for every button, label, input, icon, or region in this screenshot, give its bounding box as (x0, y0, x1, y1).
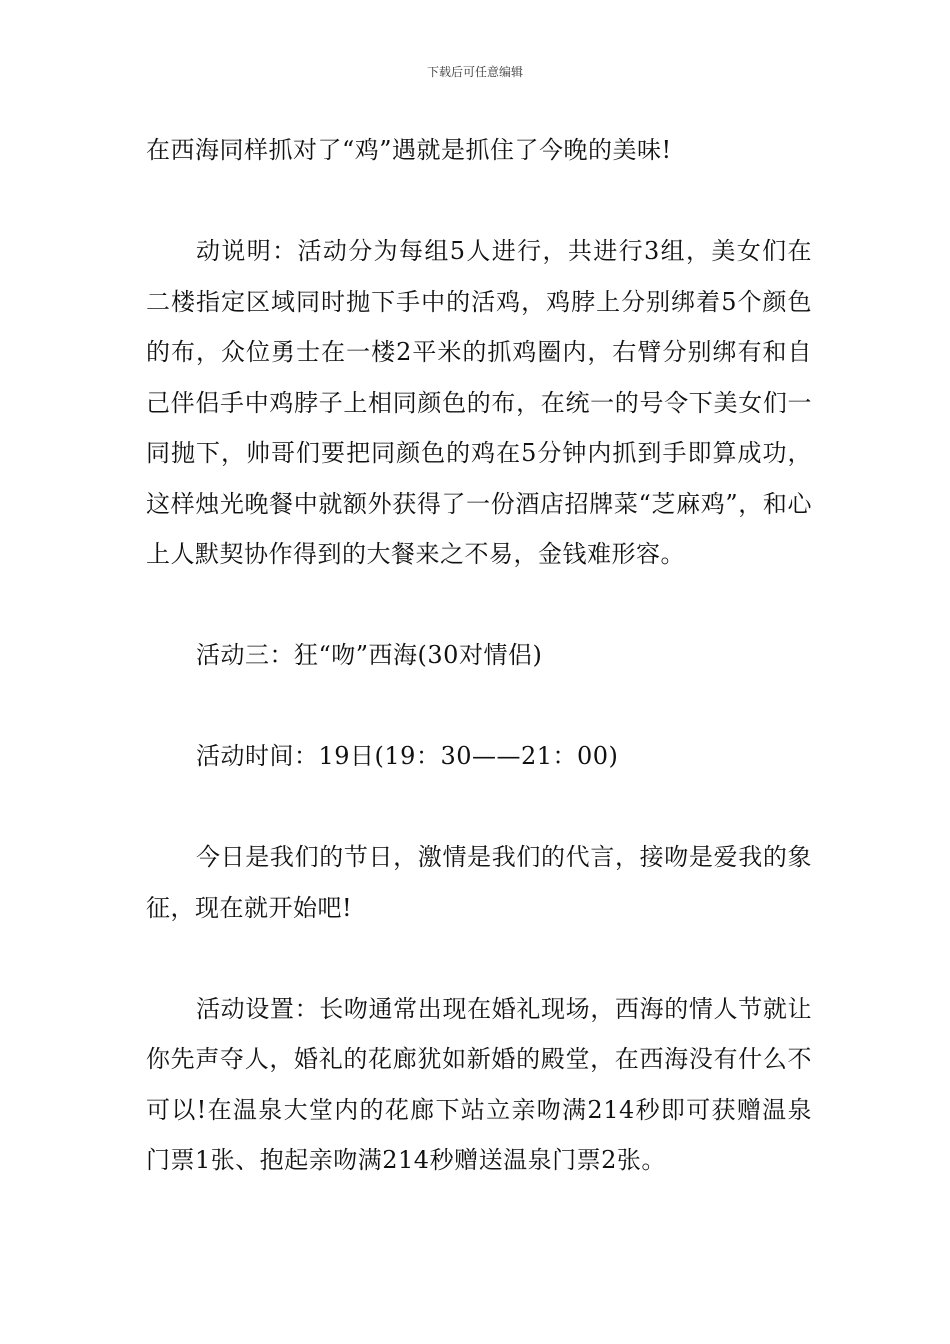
paragraph-festival-intro: 今日是我们的节日，激情是我们的代言，接吻是爱我的象征，现在就开始吧! (146, 843, 812, 922)
paragraph-activity-time: 活动时间：19日(19：30——21：00) (196, 742, 619, 770)
paragraph-activity-description: 动说明：活动分为每组5人进行，共进行3组，美女们在二楼指定区域同时抛下手中的活鸡，鸡脖上分别绑着5个颜色的布，众位勇士在一楼2平米的抓鸡圈内，右臂分别绑有和自己伴侣手中鸡脖子上相同颜色的布，在统一的号令下美女们一同抛下，帅哥们要把同颜色的鸡在5分钟内抓到手即算成功，这样烛光晚餐中就额外获得了一份酒店招牌菜“芝麻鸡”，和心上人默契协作得到的大餐来之不易，金钱难形容。 (146, 237, 812, 568)
paragraph-activity-three-title: 活动三：狂“吻”西海(30对情侣) (196, 641, 543, 669)
paragraph-activity-setup: 活动设置：长吻通常出现在婚礼现场，西海的情人节就让你先声夺人，婚礼的花廊犹如新婚的殿堂，在西海没有什么不可以!在温泉大堂内的花廊下站立亲吻满214秒即可获赠温泉门票1张、抱起亲吻满214秒赠送温泉门票2张。 (146, 994, 812, 1174)
page-header-note: 下载后可任意编辑 (426, 65, 523, 79)
paragraph-intro: 在西海同样抓对了“鸡”遇就是抓住了今晚的美味! (146, 136, 672, 164)
document-body (146, 125, 812, 1186)
